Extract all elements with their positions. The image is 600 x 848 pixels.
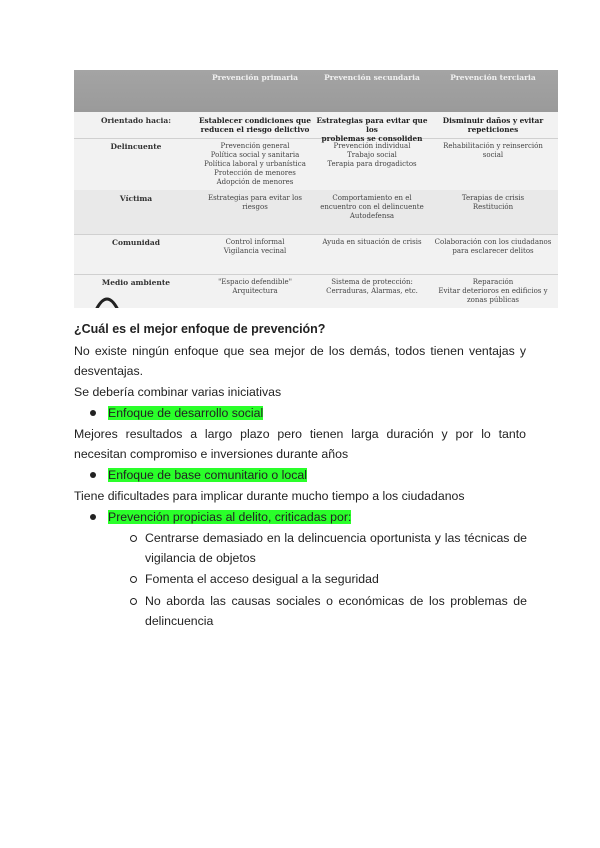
table-cell: Sistema de protección: Cerraduras, Alarmas, etc.: [326, 278, 418, 295]
table-cell: Control informal Vigilancia vecinal: [223, 238, 287, 255]
highlighted-text: Enfoque de desarrollo social: [108, 406, 264, 420]
prevention-table-image: [74, 70, 558, 308]
row-label: Delincuente: [110, 142, 162, 151]
table-header-row: [74, 70, 558, 112]
highlighted-text: Enfoque de base comunitario o local: [108, 468, 307, 482]
table-row: [74, 138, 558, 191]
table-cell: Estrategias para evitar que los problemas se consoliden: [316, 116, 428, 143]
table-cell: Comportamiento en el encuentro con el delincuente Autodefensa: [320, 194, 424, 220]
arch-logo-icon: [94, 288, 120, 308]
table-row: [74, 234, 558, 275]
bullet-icon: [90, 472, 96, 478]
sub-bullet-icon: [130, 598, 137, 605]
sub-bullet-icon: [130, 576, 137, 583]
row-label: Orientado hacia:: [100, 116, 172, 125]
bullet-icon: [90, 514, 96, 520]
table-cell: Establecer condiciones que reducen el riesgo delictivo: [199, 116, 311, 134]
table-cell: Prevención general Política social y sanitaria Política laboral y urbanística Protección de menores Adopción de menores: [204, 142, 306, 186]
table-row: [74, 112, 558, 143]
header-secondary: Prevención secundaria: [324, 73, 420, 82]
table-cell: Disminuir daños y evitar repeticiones: [442, 116, 544, 134]
bullet-item: [108, 403, 263, 423]
sub-bullet-item: Fomenta el acceso desigual a la seguridad: [145, 572, 379, 586]
table-cell: Rehabilitación y reinserción social: [443, 142, 543, 159]
header-tertiary: Prevención terciaria: [450, 73, 536, 82]
paragraph: Se debería combinar varias iniciativas: [74, 385, 282, 399]
table-cell: "Espacio defendible" Arquitectura: [218, 278, 292, 295]
bullet-icon: [90, 410, 96, 416]
table-cell: Reparación Evitar deterioros en edificios y zonas públicas: [438, 278, 548, 304]
table-cell: Estrategias para evitar los riesgos: [207, 194, 303, 211]
bullet-item: [108, 507, 351, 527]
table-cell: Prevención individual Trabajo social Terapia para drogadictos: [327, 142, 417, 168]
table-row: [74, 274, 558, 308]
row-label: Medio ambiente: [101, 278, 171, 287]
table-cell: Terapias de crisis Restitución: [461, 194, 525, 211]
table-row: [74, 190, 558, 235]
row-label: Víctima: [119, 194, 153, 203]
section-heading: ¿Cuál es el mejor enfoque de prevención?: [74, 322, 326, 336]
sub-bullet-icon: [130, 535, 137, 542]
paragraph: Mejores resultados a largo plazo pero tienen larga duración y por lo tanto necesitan compromiso e inversiones durante años: [74, 427, 526, 461]
sub-bullet-item: Centrarse demasiado en la delincuencia oportunista y las técnicas de vigilancia de objetos: [145, 531, 527, 565]
header-primary: Prevención primaria: [212, 73, 298, 82]
table-cell: Ayuda en situación de crisis: [322, 238, 422, 246]
paragraph: Tiene dificultades para implicar durante mucho tiempo a los ciudadanos: [74, 489, 465, 503]
highlighted-text: Prevención propicias al delito, criticadas por:: [108, 510, 352, 524]
paragraph: No existe ningún enfoque que sea mejor de los demás, todos tienen ventajas y desventajas.: [74, 344, 526, 378]
table-cell: Colaboración con los ciudadanos para esclarecer delitos: [434, 238, 552, 255]
bullet-item: [108, 465, 307, 485]
sub-bullet-item: No aborda las causas sociales o económicas de los problemas de delincuencia: [145, 594, 527, 628]
row-label: Comunidad: [111, 238, 160, 247]
